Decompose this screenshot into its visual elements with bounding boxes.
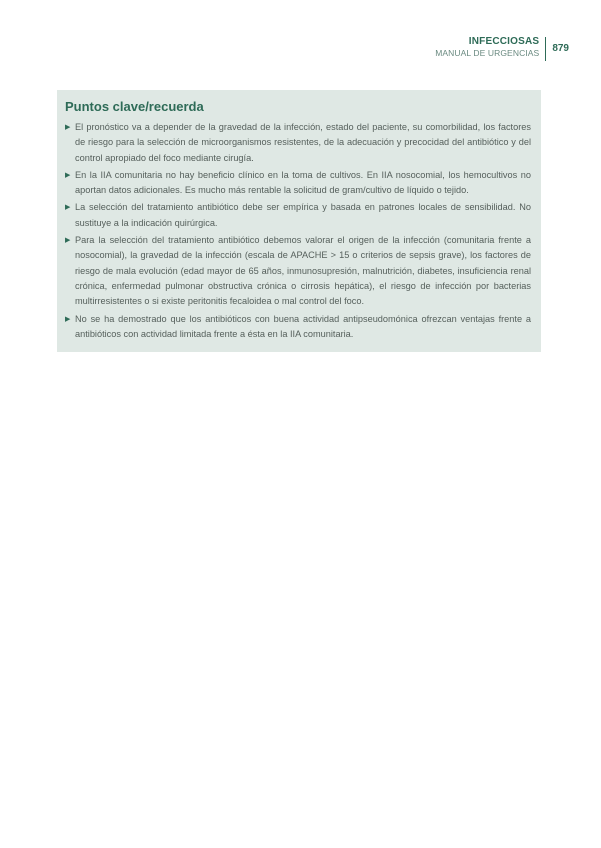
section-title: INFECCIOSAS — [468, 36, 540, 47]
key-point-item — [65, 120, 531, 166]
key-point-text: En la IIA comunitaria no hay beneficio clínico en la toma de cultivos. En IIA nosocomial, los hemocultivos no aportan datos adicionales. Es mucho más rentable la solicitud de gram/cultivo de líquido o tejido. — [75, 169, 531, 196]
book-title: MANUAL DE URGENCIAS — [435, 48, 540, 58]
key-points-title: Puntos clave/recuerda — [65, 99, 204, 114]
key-points-list — [65, 120, 531, 342]
key-point-item — [65, 233, 531, 309]
bullet-arrow-icon: ▶ — [65, 315, 71, 323]
bullet-arrow-icon: ▶ — [65, 171, 71, 179]
key-point-item — [65, 168, 531, 199]
key-point-item — [65, 312, 531, 343]
bullet-arrow-icon: ▶ — [65, 237, 71, 245]
page-number: 879 — [552, 43, 569, 54]
running-header — [435, 36, 569, 61]
header-text — [435, 36, 545, 59]
key-point-item — [65, 200, 531, 231]
key-point-text: No se ha demostrado que los antibióticos con buena actividad antipseudomónica ofrezcan ventajas frente a antibióticos con actividad limitada frente a ésta en la IIA comunitaria. — [75, 313, 531, 339]
bullet-arrow-icon: ▶ — [65, 124, 71, 131]
key-point-text: La selección del tratamiento antibiótico debe ser empírica y basada en patrones locales de sensibilidad. No sustituye a la indicación quirúrgica. — [75, 202, 531, 228]
key-point-text: Para la selección del tratamiento antibiótico debemos valorar el origen de la infección (comunitaria frente a nosocomial), la gravedad de la infección (escala de APACHE > 15 o criterios de sepsis grave), los factores de riesgo de mala evolución (edad mayor de 65 años, inmunosupresión, malnutrición, diabetes, insuficiencia renal crónica, enfermedad pulmonar obstructiva crónica o cirrosis hepática), el riesgo de infección por bacterias multirresistentes o si existe peritonitis fecaloidea o mal control del foco. — [75, 235, 531, 307]
bullet-arrow-icon: ▶ — [65, 204, 71, 212]
key-points-box — [57, 90, 541, 352]
key-point-text: El pronóstico va a depender de la gravedad de la infección, estado del paciente, su comorbilidad, los factores de riesgo para la selección de microorganismos resistentes, de la adecuación y precocidad del antibiótico y del control apropiado del foco mediante cirugía. — [75, 122, 531, 163]
